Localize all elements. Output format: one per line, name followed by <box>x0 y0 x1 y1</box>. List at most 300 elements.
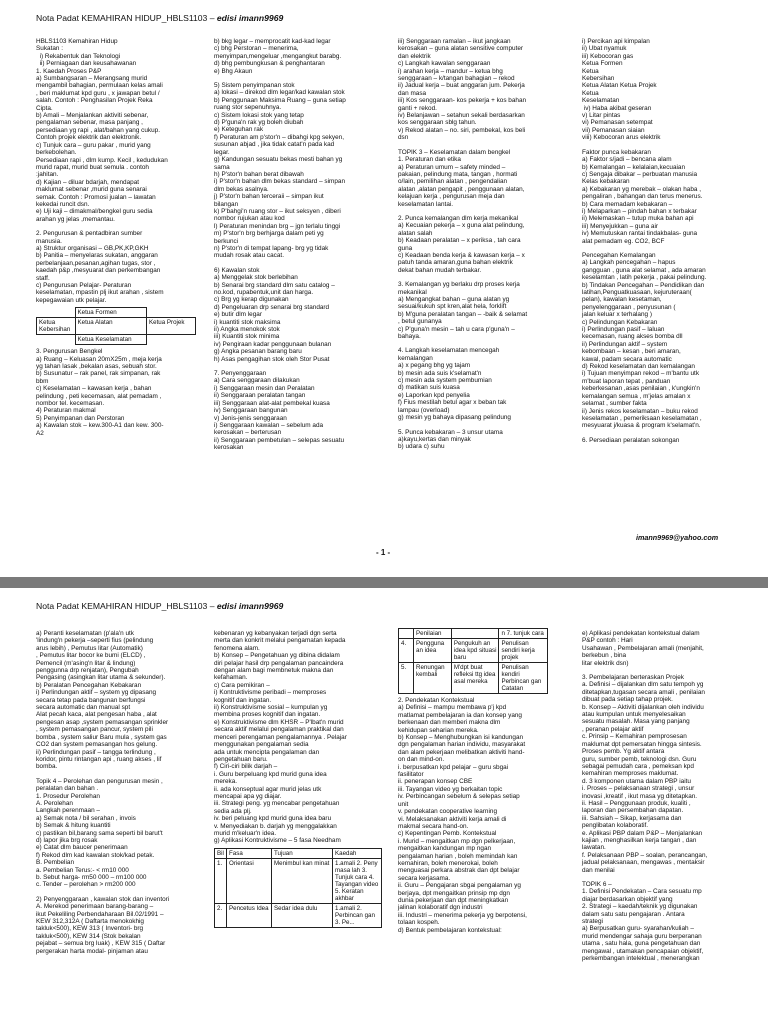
text-line: ganti + rekod. <box>398 104 437 112</box>
text-line: c) Cara pemikiran – <box>214 681 270 689</box>
text-line: alatan ,alatan pengapit , penggunaan alatan, <box>398 185 525 193</box>
text-line: legar. <box>214 148 230 156</box>
text-line: berkebun , bina <box>582 652 627 660</box>
table-cell: 1.amali 2. Perbincan gan 3. Pe... <box>333 903 382 927</box>
table-cell: Renungan kembali <box>414 663 452 694</box>
text-line: pengetahuan baru. <box>214 755 268 763</box>
text-line: i. Guru berpeluang kpd murid guna idea <box>214 770 327 778</box>
text-line: berkebolehan. <box>36 149 77 157</box>
text-line: o/lain, pemilihan alatan , pengendalian <box>398 178 508 186</box>
table-cell <box>399 629 414 639</box>
text-line: , peranan pelajar aktif <box>582 725 644 733</box>
text-line: h) P'stor'n bahan berat dibawah <box>214 170 304 178</box>
text-line: dibuat pada setiap tahap projek. <box>582 696 673 704</box>
text-line: 1. Prosedur Perolehan <box>36 792 100 800</box>
text-line: ii) Perniagaan dan keusahawanan <box>36 60 137 68</box>
text-line: mereka. <box>214 778 238 786</box>
text-line: ii) Perlindungan aktif – system <box>582 340 668 348</box>
text-line: a) Peranti keselamatan (p'ala'n utk <box>36 630 134 637</box>
page-number: - 1 - <box>376 548 391 557</box>
text-line: arahan yg jelas ,memantau. <box>36 215 115 223</box>
text-line: sebagai pemudah cara , pemeksan kpd <box>582 762 694 770</box>
text-line: kerosakan – guna alatan sensitive computer <box>398 45 524 53</box>
text-line: Pengasing (asingkan litar utama & sekunder). <box>36 674 166 682</box>
text-line: b. Konsep – Aktiviti dijalankan oleh individu <box>582 703 704 711</box>
table-cell: Pengukuh an idea kpd situasi baru <box>451 639 499 663</box>
text-line: 2) Penyenggaraan , kawalan stok dan inventori <box>36 895 170 903</box>
text-line: b) bkg legar – memprocatit kad-kad legar <box>214 38 331 45</box>
text-line: tolaan kospeh. <box>398 919 440 927</box>
text-line: 6. Persediaan peralatan sokongan <box>582 436 680 444</box>
text-line: mesyuarat j/kuasa & program k'selamat'n. <box>582 422 701 430</box>
text-line: kaedah p&p ,mesyuarat dan perkembangan <box>36 267 161 275</box>
text-line: e) Catat dlm baucer penerimaan <box>36 844 128 852</box>
text-line: c) Pengurusan Pelajar- Peraturan <box>36 282 132 289</box>
text-line: a) Kebakaran yg merebak – olakan haba , <box>582 185 702 193</box>
text-line: bbm <box>36 377 49 385</box>
needham-table <box>214 848 382 928</box>
text-line: a) Struktur organisasi – GB,PK,KP,GKH <box>36 244 149 252</box>
table-cell: Pencetus Idea <box>227 903 272 927</box>
text-line: ii) Senggaraan peralatan tangan <box>214 392 306 400</box>
text-line: menyimpan,mengeluar ,mengangkut barabg. <box>214 52 342 60</box>
text-line: b) Panitia – menyelaras sukatan, anggaran <box>36 252 158 260</box>
text-line: kelajuan kerja , pengurusan meja dan <box>398 193 505 201</box>
text-line: salah. Contoh : Penghasilan Projek Reka <box>36 97 153 105</box>
column-3 <box>398 38 570 451</box>
text-line: , Pemutus litar bocor ke bumi (ELCD) , <box>36 652 146 660</box>
text-line <box>398 422 570 429</box>
text-line: ii) Perlindungan pasif – tangga terlindung , <box>36 748 156 756</box>
text-line: iv) Haba akibat geseran <box>582 104 652 112</box>
text-line: utama , satu hala, guna pengetahuan dan <box>582 940 701 948</box>
text-line: :jahitan. <box>36 171 59 179</box>
text-line: v. pendekatan cooperative learning <box>398 808 498 816</box>
text-line: Sukatan : <box>36 45 64 53</box>
text-line: koridor, pintu rintangan api , ruang akses , lif <box>36 755 162 763</box>
text-line: b) M'guna peralatan tangan – -baik & selamat <box>398 310 528 318</box>
text-line: l) Peraturan menindan brg – jgn terlalu tinggi <box>214 222 341 230</box>
text-line: vii) Pemanasan siaian <box>582 126 645 134</box>
text-line: i) Perlindungan aktif – system yg dipasang <box>36 689 157 697</box>
text-line: pelan), kawalan kesetaman, <box>582 296 662 304</box>
text-line: mekanikal <box>398 288 427 296</box>
text-line: Keselamatan <box>582 97 620 105</box>
text-line: i) Senggaraan kawalan – sebelum ada <box>214 421 324 429</box>
text-line: kebenaran yg kebanyakan terjadi dgn serta <box>214 630 337 637</box>
text-line: keselamatan , pemeriksaan keselamatan , <box>582 414 702 422</box>
text-line: iii) Menyejukkan – guna air <box>582 222 659 230</box>
text-line: i) Tujuan menyimpan rekod – m'bantu utk <box>582 370 700 378</box>
text-line: v) Litar pintas <box>582 112 621 120</box>
text-line: guna <box>398 244 413 252</box>
text-line: ii) Konstruktivisme sosial – kumpulan yg <box>214 704 328 712</box>
text-line: v) Jenis-jenis senggaraan <box>214 414 287 422</box>
text-line <box>398 142 570 149</box>
text-line <box>582 667 754 674</box>
table-cell: 4. <box>399 639 414 663</box>
text-line: iii) Senggaraan ramalan – ikut jangkaan <box>398 38 511 45</box>
text-line: m) P'stor'n brg berhjarga dalam peti yg <box>214 230 324 238</box>
text-line: fasilitator <box>398 771 424 779</box>
text-line: b) Keadaan peralatan – x periksa , tah cara <box>398 237 521 245</box>
text-line: keselamatan lantai. <box>398 200 454 208</box>
text-line: lawatan. <box>582 844 606 852</box>
text-line: gangguan , guna alat selamat , ada amaran <box>582 266 706 274</box>
text-line: kebombaan – kesan , beri amaran, <box>582 348 681 356</box>
text-line: b) Konsep – Menghubungkan isi kandungan <box>398 734 524 742</box>
text-line: n) P'stor'n di tempat lapang- brg yg tidak <box>214 244 329 252</box>
text-line: kepegawaian utk pelajar. <box>36 296 107 304</box>
table-cell: Ketua Formen <box>75 308 147 318</box>
text-line: 2. Punca kemalangan dlm kerja mekanikal <box>398 214 519 222</box>
text-line: dunia pekerjaan dan dpt meningkatkan <box>398 896 509 904</box>
text-line: d) lapor jika brg rosak <box>36 836 98 844</box>
text-line: e) butir dlm legar <box>214 311 262 319</box>
text-line: a) Menggelak stok berlebihan <box>214 274 298 282</box>
text-line: 1. Peraturan dan etika <box>398 156 461 164</box>
text-line: b. Sebut harga- rm50 000 – rm100 000 <box>36 874 147 881</box>
document-page-2 <box>0 588 768 1024</box>
text-line: d) Rekod keselamatan dan kemalangan <box>582 363 695 371</box>
col4-text <box>582 38 754 444</box>
text-line: kemahiran, boleh menerokai, boleh <box>398 859 498 867</box>
text-line: membina proses kognitif dan ingatan. <box>214 711 321 719</box>
table-cell: Penilaian <box>414 629 452 639</box>
text-line: b) Susunatur – rak panel, rak simpanan, rak <box>36 370 161 378</box>
text-line: a) Mengangkat bahan – guna alatan yg <box>398 296 510 303</box>
author-email: imann9969@yahoo.com <box>636 533 719 542</box>
text-line: f) Ciri-ciri bilik darjah – <box>214 763 278 771</box>
table-header: Fasa <box>227 848 272 858</box>
text-line: Proses pemb. Yg aktif antara <box>582 748 665 756</box>
text-line: iii. Industri – menerima pekerja yg berpotensi, <box>398 911 527 919</box>
text-line: 6) Kawalan stok <box>214 266 260 274</box>
text-line: b) Semak & hitung kuantiti <box>36 822 111 830</box>
text-line: 2. Pendekatan Kontekstual <box>398 697 475 704</box>
text-line: g) Kandungan sesuatu bekas mesti bahan yg <box>214 156 343 164</box>
text-line: 5. Punca kebakaran – 3 unsur utama <box>398 428 503 436</box>
text-line: b) mesin ada suis k'selamat'n <box>398 369 482 377</box>
table-cell: Orientasi <box>227 858 272 903</box>
text-line: c) Pelindungan Kebakaran <box>582 318 658 326</box>
text-line: kajian , menghasilkan kerja tangan , dan <box>582 836 697 844</box>
text-line: alat pemadam eg. CO2, BCF <box>582 237 665 245</box>
text-line: c) P'guna'n mesin – tah u cara p'guna'n – <box>398 325 515 333</box>
text-line: dalam satu satu pengajaran . Antara <box>582 910 685 918</box>
text-line: merta dan konkrit melalui pengamatan kepada <box>214 637 346 645</box>
text-line: i) Kontruktivisme peribadi – memproses <box>214 689 327 697</box>
text-line: kemalangan <box>398 354 433 362</box>
text-line: TOPIK 6 – <box>582 881 612 888</box>
text-line: b) Tindakan Pencegahan – Pendidikan dan <box>582 281 705 289</box>
text-line: , betul gunanya <box>398 318 442 326</box>
text-line <box>214 260 384 267</box>
text-line: Ketua <box>582 89 599 97</box>
org-table <box>36 307 196 345</box>
text-line: c. Prinsip – Kemahiran pemprosesan <box>582 733 687 741</box>
text-line: murid mendengar sahaja guru berperanan <box>582 932 702 940</box>
text-line <box>36 889 204 896</box>
col3-text <box>398 697 570 934</box>
text-line: KEW 312,312A ( Daftarta menokokhig <box>36 918 144 926</box>
text-line: i) P'stor'n bahan dlm bekas standard – simpan <box>214 178 346 186</box>
text-line: c) Keadaan benda kerja & kawasan kerja – x <box>398 251 525 259</box>
text-line: sesuai/kukuh spt kren,alat hela, forklift <box>398 303 507 311</box>
text-line <box>214 75 384 82</box>
table-cell: 5. <box>399 663 414 694</box>
text-line: c) bhg Perstoran – menerima, <box>214 45 299 53</box>
text-line: unit <box>398 800 409 808</box>
text-line: f) Peraturan am p'stor'n – dibahgi kpg sekyen, <box>214 133 344 141</box>
text-line: ada untuk mencipta pengalaman dan <box>214 748 320 756</box>
text-line: ii) Ubat nyamuk <box>582 45 627 53</box>
column-1 <box>36 38 204 437</box>
column-4 <box>582 38 754 444</box>
text-line: matlamat pembelajaran ia dan konsep yang <box>398 711 522 719</box>
text-line: dlm bekas asalnya. <box>214 185 269 193</box>
text-line: ii) Melemaskan – tutup muka bahan api <box>582 215 694 223</box>
text-line: e) Laporkan kpd penyelia <box>398 391 470 399</box>
text-line: kos senggaraan sblg tahun. <box>398 119 477 127</box>
text-line: a. Definisi – dijalankan dlm satu tempoh yg <box>582 681 704 689</box>
text-line: Ketua Alatan Ketua Projek <box>582 82 657 90</box>
text-line: f. Pelaksanaan PBP – soalan, perancangan, <box>582 851 708 859</box>
text-line: menggunakan pengalaman sedia <box>214 741 309 749</box>
table-cell: 1. <box>215 858 227 903</box>
text-line: k) P'bahgi'n ruang stor – ikut seksyen , diberi <box>214 207 341 215</box>
text-line: dgn pengalaman harian individu, masyarakat <box>398 741 526 749</box>
text-line: iii. Strategi peng. yg mencabar pengetahuan <box>214 800 340 808</box>
text-line: d) bhg pembungkusan & penghantaran <box>214 60 325 68</box>
column-2 <box>214 38 384 452</box>
text-line: d) Pengeluaran drp senarai brg standard <box>214 303 330 311</box>
text-line: e) Aplikasi pendekatan kontekstual dalam <box>582 630 700 637</box>
text-line: iv. Perbincangan sebelum & selepas setiap <box>398 793 520 801</box>
text-line: 1. Definisi Pendekatan – Cara sesuatu mp <box>582 888 702 896</box>
text-line: ii. ada konseptual agar murid jelas utk <box>214 785 322 793</box>
text-line: viii) Kebocoran arus elektrik <box>582 134 661 142</box>
text-line: i) Rekabentuk dan Teknologi <box>36 52 121 60</box>
text-line: on dan mind-on. <box>398 756 445 764</box>
text-line: kemahiran memproses maklumat. <box>582 770 679 778</box>
text-line: diajar berdasarkan objektif yang <box>582 895 673 903</box>
text-line: g) Angka pesanan barang baru <box>214 348 302 356</box>
text-line: m'buat laporan tepat , panduan <box>582 377 671 385</box>
text-line: pengaliran , bahangan dan terus menerus. <box>582 193 703 201</box>
text-line: menguasai perkara abstrak dan dpt belajar <box>398 867 520 875</box>
text-line: senggaraan – k/tangan bahagian – rekod <box>398 75 515 83</box>
text-line <box>582 430 754 437</box>
text-line: pakaian, pelindung mata, tangan , hormati <box>398 170 518 178</box>
text-line: f) Rekod dlm kad kawalan stok/kad petak. <box>36 851 155 859</box>
text-line: j) P'stor'n bahan terceraii – simpan ikut <box>214 193 324 201</box>
table-header: Bil <box>215 848 227 858</box>
text-line: secara tetap pada bangunan berfungsi <box>36 696 146 704</box>
text-line: kawal, padam secara automatic <box>582 355 672 363</box>
text-line: a) Berpusatkan guru- syarahan/kuliah – <box>582 925 694 933</box>
text-line: 7. Penyenggaraan <box>214 370 267 378</box>
text-line: Contoh projek elektrik dan elektronik. <box>36 134 142 142</box>
text-line: dengan alam bagi membnetuk makna dan <box>214 667 334 675</box>
text-line: b) Senarai brg standard dlm satu catalog – <box>214 281 335 289</box>
text-line: g) mesin yg bahaya dipasang pelindung <box>398 414 511 422</box>
text-line: vi) Pemanasan setempat <box>582 119 653 127</box>
text-line: 4. Langkah keselamatan mencegah <box>398 347 500 355</box>
text-line: a. Pembelian Terus:- < rm10 000 <box>36 866 129 874</box>
text-line: berkenaan dan memberi makna dlm <box>398 719 501 727</box>
text-line: takluk<500), KEW 314 (Stok bekalan <box>36 932 141 940</box>
text-line: iii. Tayangan video yg berkaitan topic <box>398 785 503 793</box>
col4-text <box>582 630 754 962</box>
text-line: ii. penerapan konsep CBE <box>398 778 473 786</box>
table-cell: 2. <box>215 903 227 927</box>
header-author: edisi imann9969 <box>216 601 284 611</box>
text-line: iii) Kuantiti stok minima <box>214 333 280 341</box>
text-line: d) matikan suis kuasa <box>398 384 460 392</box>
table-cell: 1.amali 2. Peny masa lah 3. Tunjuk cara 4. Tayangan video 5. Keratan akhbar <box>333 858 382 903</box>
column-3 <box>398 628 570 934</box>
table-cell: Ketua Keselamatan <box>75 335 147 345</box>
text-line <box>214 363 384 370</box>
text-line: b) Peralatan Pencegahan Kebakaran <box>36 681 142 689</box>
text-line <box>582 142 754 149</box>
header-author: edisi imann9969 <box>216 13 284 23</box>
text-line: jalinan kolaboratif dgn industri <box>398 904 483 912</box>
text-line: i) Melaparkan – pindah bahan x terbakar <box>582 207 697 215</box>
text-line: A2 <box>36 429 44 437</box>
table-cell: Ketua Projek <box>147 318 196 335</box>
text-line: a) Definisi – mampu membawa p'j kpd <box>398 704 507 712</box>
text-line: iii) Senggaraan alat-alat pembekal kuasa <box>214 399 330 407</box>
text-line: bomba. <box>36 763 58 771</box>
text-line: ii. Guru – Pengajaran sbgai pengalaman yg <box>398 882 521 890</box>
text-line: latihan,Penguatkuasaan, kejuruteraan( <box>582 289 692 296</box>
text-line: pelindung , peti kecemasan, alat pemadam , <box>36 392 162 400</box>
text-line: Pencegahan Kemalangan <box>582 251 656 259</box>
text-line: 2. Strategi – kaedah/teknik yg digunakan <box>582 903 698 911</box>
text-line: iv) Pengiraan kadar penggunaan bulanan <box>214 340 332 348</box>
text-line: c) Kepentingan Pemb. Kontekstual <box>398 830 497 838</box>
text-line: A. Perolehan <box>36 799 73 807</box>
text-line: P&P contoh : Hari <box>582 637 633 645</box>
text-line: iv. beri peluang kpd murid guna idea baru <box>214 815 332 823</box>
text-line: c) pastikan bil,barang sama seperti bil barut't <box>36 829 163 837</box>
text-line: kemalangan semua , m'jelas amalan x <box>582 392 691 400</box>
text-line: kerosakan <box>214 444 244 452</box>
text-line: secara kerjasama. <box>398 874 451 882</box>
table-cell: Penulisan kendiri Perbincan gan Catatan <box>499 663 548 694</box>
text-line: semak. Contoh : Promosi jualan – lawatan <box>36 193 156 201</box>
text-line: b) Penggunaan Maksima Ruang – guna setiap <box>214 96 346 104</box>
text-line: d) Bentuk pembelajaran kontekstual: <box>398 926 502 934</box>
text-line: a) lokasi – direkod dlm legar/kad kawalan stok <box>214 89 345 97</box>
text-line: i) Percikan api kimpalan <box>582 38 650 45</box>
text-line: takluk<500), KEW 313 ( Inventori- brg <box>36 925 144 933</box>
text-line: 3. Pembelajaran berteraskan Projek <box>582 674 684 682</box>
text-line: inovasi ,kreatif , ikut masa yg ditetapkan. <box>582 792 698 800</box>
header-title: Nota Padat KEMAHIRAN HIDUP_HBLS1103 – <box>36 13 217 23</box>
text-line: sama <box>214 163 230 171</box>
text-line: d) Kajian – diluar bdarjah, mendapat <box>36 178 140 186</box>
text-line: dan masa <box>398 89 427 97</box>
text-line: penyelenggaraan , penyusunan ( <box>582 303 676 311</box>
text-line: iii) Kebocoran gas <box>582 52 634 60</box>
text-line: iv) Senggaraan bangunan <box>214 407 288 415</box>
text-line: c) Sengaja dibakar – perbuatan manusia <box>582 170 698 178</box>
text-line: ruang stor sepenuhnya. <box>214 104 282 112</box>
text-line: b) udara c) suhu <box>398 443 445 451</box>
text-line: vi. Melaksanakan aktiviti kerja amali di <box>398 815 507 823</box>
text-line: murid m'keluar'n idea. <box>214 829 277 837</box>
header-title: Nota Padat KEMAHIRAN HIDUP_HBLS1103 – <box>36 601 217 611</box>
text-line: iii. Sahsiah – Sikap, kerjasama dan <box>582 814 682 822</box>
text-line: c) Keselamatan – kawasan kerja , bahan <box>36 385 152 393</box>
text-line: a) Semak nota / bil serahan , invois <box>36 814 136 822</box>
table-cell: n 7. tunjuk cara <box>499 629 548 639</box>
text-line: e) Konstruktivisme dlm KHSR – P'lbat'n murid <box>214 718 344 726</box>
text-line: persediaan yg rapi , alat/bahan yang cukup. <box>36 126 160 134</box>
text-line: ii) Jadual kerja – buat anggaran jum. Pekerja <box>398 82 525 90</box>
text-line: i) arahan kerja – mandur – ketua bhg <box>398 67 503 75</box>
col1-text <box>36 38 204 304</box>
text-line: f) Fius mestilah betul agar x beban tak <box>398 399 507 407</box>
col2-text <box>214 38 384 452</box>
text-line: manusia. <box>36 237 62 245</box>
text-line: Langkah perenmaan – <box>36 807 100 815</box>
col2-text <box>214 630 384 845</box>
text-line: laporan dan persembahan dapatan. <box>582 807 684 815</box>
text-line: Kelas kebakaran <box>582 178 630 186</box>
text-line: berkunci <box>214 237 239 245</box>
text-line: iv) Belanjawan – setahun sekali berdasarkan <box>398 112 525 120</box>
text-line: berjaya, dpt mengaitkan prinsip mp dgn <box>398 889 510 897</box>
text-line: Topik 4 – Perolehan dan pengurusan mesin , <box>36 777 163 785</box>
text-line: sesuatu masalah. Masa yang panjang <box>582 718 690 726</box>
text-line: 4) Peraturan makmal <box>36 407 96 415</box>
table-header: Kaedah <box>333 848 382 858</box>
text-line: dan elektrik <box>398 52 431 60</box>
page-header <box>36 601 283 611</box>
text-line: keselamatan, mpastin plj ikut arahan , sistem <box>36 289 164 297</box>
text-line: c) mesin ada system pembumian <box>398 377 492 385</box>
text-line: i) Perlindungan pasif – laluan <box>582 326 665 334</box>
text-line: pengalaman sebenar, masa panjang , <box>36 119 143 127</box>
col1-text-b <box>36 348 204 437</box>
text-line: B. Pembelian <box>36 859 75 867</box>
text-line: a) Sumbangsaran – Merangsang murid <box>36 75 148 83</box>
text-line: CO2 dan system pemasangan hos gelung. <box>36 741 158 749</box>
text-line: pengalaman harian , boleh memindah kan <box>398 852 518 860</box>
text-line <box>36 771 204 778</box>
text-line: sedia ada plj. <box>214 807 252 815</box>
table-cell: Ketua Kebersihan <box>37 318 76 335</box>
text-line: a)kayu,kertas dan minyak <box>398 435 471 443</box>
column-1 <box>36 630 204 955</box>
text-line: perkembangan intelektual , menerangkan <box>582 955 700 963</box>
text-line: alatan salah <box>398 229 433 237</box>
needham-table-cont <box>398 628 548 694</box>
text-line: patuh tanda amaran,guna bahan elektrik <box>398 259 513 267</box>
text-line: e) Uji kaji – dimakmal/bengkel guru sedia <box>36 208 153 216</box>
text-line: Cipta. <box>36 104 53 112</box>
text-line: secara aktif melalui pengalaman praktikal dan <box>214 726 344 734</box>
text-line: ii. Hasil – Penggunaan produk, kualiti , <box>582 799 691 807</box>
column-2 <box>214 630 384 931</box>
text-line: Kebersihan <box>582 75 615 83</box>
text-line: kefahaman. <box>214 674 248 682</box>
table-cell: Pengguna an idea <box>414 639 452 663</box>
